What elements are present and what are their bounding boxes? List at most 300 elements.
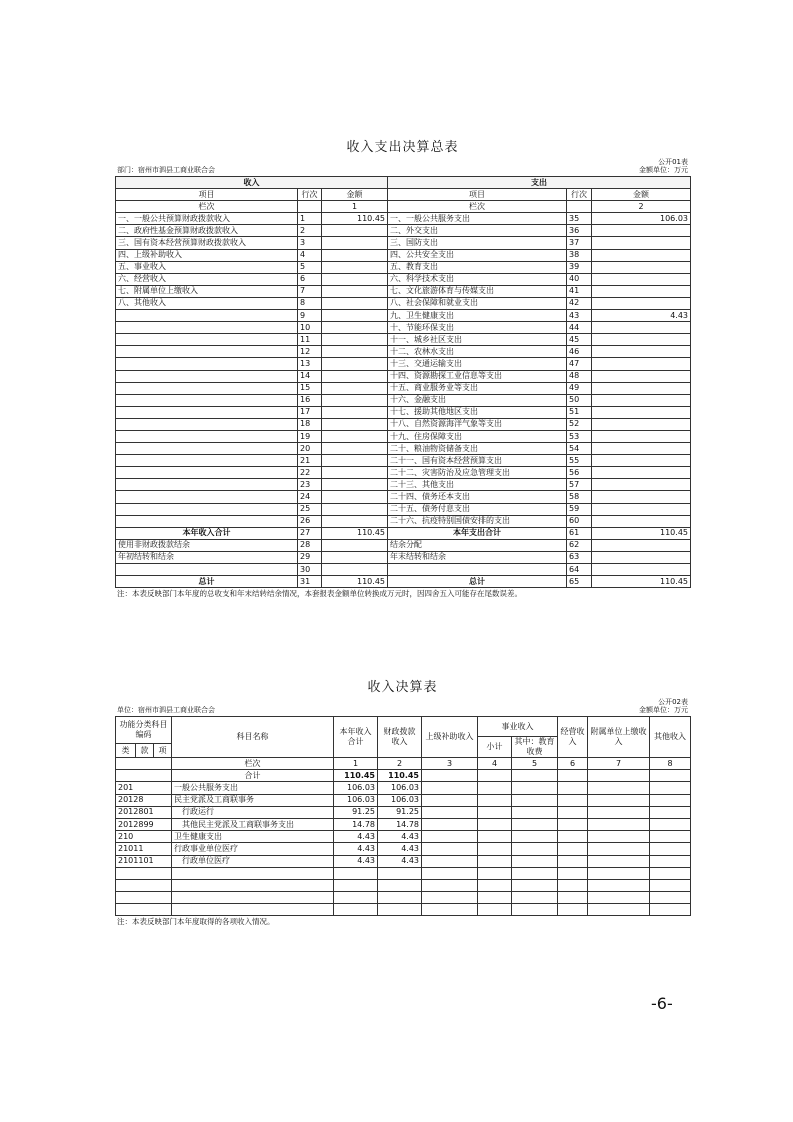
empty-cell <box>334 879 378 891</box>
income-amount <box>322 310 388 322</box>
expense-item: 年末结转和结余 <box>388 551 567 563</box>
income-row-no: 3 <box>298 237 322 249</box>
expense-row-no: 38 <box>567 249 592 261</box>
function-code: 210 <box>116 831 172 843</box>
page-number: -6- <box>651 994 673 1013</box>
expense-row-no: 36 <box>567 225 592 237</box>
empty-cell <box>422 843 478 855</box>
expense-item: 十二、农林水支出 <box>388 346 567 358</box>
table-row <box>116 455 691 467</box>
column-number: 6 <box>558 758 588 770</box>
expense-row-no: 47 <box>567 358 592 370</box>
table1-dept: 部门：宿州市泗县工商业联合会 <box>117 166 215 174</box>
empty-cell <box>172 879 334 891</box>
income-item <box>116 491 298 503</box>
empty-cell <box>478 879 512 891</box>
income-item: 五、事业收入 <box>116 261 298 273</box>
table-row <box>116 491 691 503</box>
empty-cell <box>588 794 650 806</box>
total-income-value: 4.43 <box>334 843 378 855</box>
expense-amount <box>592 443 691 455</box>
income-item <box>116 503 298 515</box>
table-row <box>116 831 691 843</box>
expense-amount <box>592 334 691 346</box>
income-row-no: 20 <box>298 443 322 455</box>
income-amount <box>322 261 388 273</box>
table-row <box>116 249 691 261</box>
table-row <box>116 406 691 418</box>
table-row <box>116 443 691 455</box>
income-item <box>116 467 298 479</box>
table-row <box>116 261 691 273</box>
table-row <box>116 503 691 515</box>
income-row-no: 7 <box>298 285 322 297</box>
expense-item: 本年支出合计 <box>388 527 567 539</box>
income-amount <box>322 539 388 551</box>
expense-row-no: 48 <box>567 370 592 382</box>
expense-row-no: 64 <box>567 564 592 576</box>
empty-cell <box>422 782 478 794</box>
expense-item: 四、公共安全支出 <box>388 249 567 261</box>
expense-row-no: 41 <box>567 285 592 297</box>
total-income-value: 4.43 <box>334 855 378 867</box>
table1-meta-right <box>639 158 688 174</box>
table2-unit: 金额单位：万元 <box>639 706 688 714</box>
expense-item: 五、教育支出 <box>388 261 567 273</box>
empty-cell <box>116 770 172 782</box>
expense-header: 支出 <box>388 177 691 189</box>
column-number: 4 <box>478 758 512 770</box>
empty-cell <box>650 855 691 867</box>
income-row-no: 18 <box>298 418 322 430</box>
table-row <box>116 237 691 249</box>
expense-item: 十九、住房保障支出 <box>388 430 567 442</box>
expense-item: 二十三、其他支出 <box>388 479 567 491</box>
empty-cell <box>478 855 512 867</box>
income-amount <box>322 322 388 334</box>
empty-cell <box>478 904 512 916</box>
subject-name-header: 科目名称 <box>172 717 334 758</box>
empty-cell <box>558 782 588 794</box>
table-row <box>116 539 691 551</box>
expense-lanci-label: 栏次 <box>388 201 567 213</box>
income-amount <box>322 467 388 479</box>
empty-cell <box>558 904 588 916</box>
subject-name: 卫生健康支出 <box>172 831 334 843</box>
expense-row-no: 63 <box>567 551 592 563</box>
income-amount <box>322 285 388 297</box>
empty-cell <box>422 818 478 830</box>
table-row <box>116 843 691 855</box>
income-amount <box>322 479 388 491</box>
function-code: 2012899 <box>116 818 172 830</box>
table-row <box>116 213 691 225</box>
expense-amount <box>592 551 691 563</box>
empty-cell <box>478 892 512 904</box>
income-amount <box>322 406 388 418</box>
empty-cell <box>588 879 650 891</box>
xiang-header: 项 <box>154 744 172 758</box>
expense-row-no: 44 <box>567 322 592 334</box>
income-item <box>116 564 298 576</box>
income-item: 本年收入合计 <box>116 527 298 539</box>
income-row-no: 10 <box>298 322 322 334</box>
expense-row-no: 49 <box>567 382 592 394</box>
income-item <box>116 382 298 394</box>
income-item: 总计 <box>116 576 298 588</box>
expense-item: 二十、粮油物资储备支出 <box>388 443 567 455</box>
empty-cell <box>422 855 478 867</box>
fiscal-income-value: 4.43 <box>378 855 422 867</box>
table-row <box>116 782 691 794</box>
expense-item: 十四、资源勘探工业信息等支出 <box>388 370 567 382</box>
income-item <box>116 394 298 406</box>
empty-cell <box>512 806 558 818</box>
empty-cell <box>567 201 592 213</box>
expense-amount <box>592 455 691 467</box>
expense-amount: 4.43 <box>592 310 691 322</box>
empty-cell <box>650 806 691 818</box>
expense-row-no: 40 <box>567 273 592 285</box>
table2-note: 注：本表反映部门本年度取得的各项收入情况。 <box>117 917 275 927</box>
income-row-no: 5 <box>298 261 322 273</box>
expense-item: 二、外交支出 <box>388 225 567 237</box>
expense-amount <box>592 370 691 382</box>
fiscal-income-header: 财政拨款收入 <box>378 717 422 758</box>
expense-item: 十七、援助其他地区支出 <box>388 406 567 418</box>
table-row <box>116 551 691 563</box>
expense-item-header: 项目 <box>388 189 567 201</box>
expense-item: 十五、商业服务业等支出 <box>388 382 567 394</box>
expense-item: 结余分配 <box>388 539 567 551</box>
expense-item: 六、科学技术支出 <box>388 273 567 285</box>
operating-income-header: 经营收入 <box>558 717 588 758</box>
table-row <box>116 515 691 527</box>
expense-row-no: 46 <box>567 346 592 358</box>
empty-cell <box>116 892 172 904</box>
income-item: 七、附属单位上缴收入 <box>116 285 298 297</box>
empty-cell <box>172 867 334 879</box>
expense-row-no: 42 <box>567 297 592 309</box>
table-row <box>116 467 691 479</box>
empty-cell <box>512 794 558 806</box>
income-col-number: 1 <box>322 201 388 213</box>
expense-amount <box>592 564 691 576</box>
income-table <box>115 716 691 916</box>
empty-cell <box>558 855 588 867</box>
empty-row <box>116 879 691 891</box>
total-income-value: 110.45 <box>334 770 378 782</box>
empty-cell <box>172 892 334 904</box>
income-row-no: 26 <box>298 515 322 527</box>
expense-amount: 106.03 <box>592 213 691 225</box>
income-item <box>116 322 298 334</box>
total-income-value: 14.78 <box>334 818 378 830</box>
table2-lanci-row <box>116 758 691 770</box>
income-row-no: 21 <box>298 455 322 467</box>
income-row-no: 1 <box>298 213 322 225</box>
table-row <box>116 479 691 491</box>
income-amount <box>322 418 388 430</box>
income-amount: 110.45 <box>322 576 388 588</box>
income-amount <box>322 237 388 249</box>
expense-amount <box>592 237 691 249</box>
table-row <box>116 358 691 370</box>
table2-total-row <box>116 770 691 782</box>
kuan-header: 款 <box>136 744 154 758</box>
function-code: 20128 <box>116 794 172 806</box>
income-row-no: 27 <box>298 527 322 539</box>
income-amount <box>322 358 388 370</box>
lanci-label: 栏次 <box>172 758 334 770</box>
income-row-no: 25 <box>298 503 322 515</box>
empty-cell <box>422 831 478 843</box>
expense-amount: 110.45 <box>592 527 691 539</box>
empty-cell <box>512 770 558 782</box>
expense-row-no: 51 <box>567 406 592 418</box>
empty-cell <box>422 794 478 806</box>
subject-name: 行政运行 <box>172 806 334 818</box>
income-item <box>116 370 298 382</box>
income-row-no: 17 <box>298 406 322 418</box>
table-row <box>116 297 691 309</box>
empty-cell <box>650 867 691 879</box>
subject-name: 一般公共服务支出 <box>172 782 334 794</box>
table-row <box>116 382 691 394</box>
income-row-no: 14 <box>298 370 322 382</box>
fiscal-income-value: 106.03 <box>378 794 422 806</box>
income-row-no: 22 <box>298 467 322 479</box>
income-item: 四、上级补助收入 <box>116 249 298 261</box>
empty-cell <box>650 892 691 904</box>
total-fiscal-value: 110.45 <box>378 770 422 782</box>
income-statement-sheet <box>115 678 690 927</box>
empty-cell <box>558 794 588 806</box>
function-code: 2101101 <box>116 855 172 867</box>
table-row <box>116 564 691 576</box>
table-row <box>116 394 691 406</box>
empty-cell <box>558 879 588 891</box>
empty-cell <box>172 904 334 916</box>
income-row-no: 9 <box>298 310 322 322</box>
expense-row-no: 52 <box>567 418 592 430</box>
empty-cell <box>422 806 478 818</box>
total-income-header: 本年收入合计 <box>334 717 378 758</box>
expense-amount <box>592 249 691 261</box>
empty-row <box>116 892 691 904</box>
expense-item: 二十一、国有资本经营预算支出 <box>388 455 567 467</box>
income-amount <box>322 346 388 358</box>
expense-item: 一、一般公共服务支出 <box>388 213 567 225</box>
expense-item: 九、卫生健康支出 <box>388 310 567 322</box>
empty-cell <box>512 818 558 830</box>
empty-cell <box>298 201 322 213</box>
income-item <box>116 515 298 527</box>
expense-row-no: 37 <box>567 237 592 249</box>
empty-cell <box>512 867 558 879</box>
income-row-no: 16 <box>298 394 322 406</box>
income-item <box>116 334 298 346</box>
income-item: 六、经营收入 <box>116 273 298 285</box>
empty-cell <box>558 892 588 904</box>
empty-cell <box>378 867 422 879</box>
column-number: 7 <box>588 758 650 770</box>
table2-meta-right <box>639 698 688 714</box>
income-item: 一、一般公共预算财政拨款收入 <box>116 213 298 225</box>
empty-cell <box>478 782 512 794</box>
income-row-header: 行次 <box>298 189 322 201</box>
income-row-no: 19 <box>298 430 322 442</box>
income-expense-table <box>115 176 691 588</box>
income-row-no: 8 <box>298 297 322 309</box>
income-amount <box>322 249 388 261</box>
expense-amount <box>592 430 691 442</box>
empty-cell <box>334 892 378 904</box>
expense-item: 二十二、灾害防治及应急管理支出 <box>388 467 567 479</box>
expense-row-header: 行次 <box>567 189 592 201</box>
expense-item: 七、文化旅游体育与传媒支出 <box>388 285 567 297</box>
function-code: 21011 <box>116 843 172 855</box>
expense-row-no: 59 <box>567 503 592 515</box>
column-number: 5 <box>512 758 558 770</box>
empty-cell <box>588 904 650 916</box>
income-lanci-label: 栏次 <box>116 201 298 213</box>
empty-cell <box>334 904 378 916</box>
empty-cell <box>512 843 558 855</box>
empty-cell <box>478 806 512 818</box>
expense-amount <box>592 418 691 430</box>
income-amount <box>322 503 388 515</box>
fiscal-income-value: 4.43 <box>378 843 422 855</box>
other-income-header: 其他收入 <box>650 717 691 758</box>
expense-row-no: 43 <box>567 310 592 322</box>
table-row <box>116 430 691 442</box>
total-income-value: 91.25 <box>334 806 378 818</box>
empty-cell <box>558 806 588 818</box>
affiliated-income-header: 附属单位上缴收入 <box>588 717 650 758</box>
income-amount <box>322 455 388 467</box>
income-item <box>116 418 298 430</box>
expense-item: 八、社会保障和就业支出 <box>388 297 567 309</box>
empty-cell <box>512 855 558 867</box>
expense-amount <box>592 346 691 358</box>
empty-cell <box>512 782 558 794</box>
empty-cell <box>588 818 650 830</box>
empty-cell <box>588 892 650 904</box>
income-row-no: 24 <box>298 491 322 503</box>
income-item: 二、政府性基金预算财政拨款收入 <box>116 225 298 237</box>
empty-cell <box>558 770 588 782</box>
income-amount <box>322 370 388 382</box>
expense-item: 三、国防支出 <box>388 237 567 249</box>
expense-row-no: 39 <box>567 261 592 273</box>
table1-code: 公开01表 <box>658 158 688 166</box>
empty-cell <box>650 782 691 794</box>
expense-item: 二十六、抗疫特别国债安排的支出 <box>388 515 567 527</box>
income-item <box>116 310 298 322</box>
business-income-header: 事业收入 <box>478 717 558 737</box>
empty-cell <box>650 831 691 843</box>
income-amount <box>322 443 388 455</box>
column-number: 8 <box>650 758 691 770</box>
empty-cell <box>116 904 172 916</box>
table-row <box>116 273 691 285</box>
expense-item: 十六、金融支出 <box>388 394 567 406</box>
income-row-no: 28 <box>298 539 322 551</box>
income-amount <box>322 334 388 346</box>
empty-cell <box>650 770 691 782</box>
income-row-no: 15 <box>298 382 322 394</box>
income-item-header: 项目 <box>116 189 298 201</box>
income-item: 年初结转和结余 <box>116 551 298 563</box>
expense-amount <box>592 285 691 297</box>
expense-item: 总计 <box>388 576 567 588</box>
expense-item: 二十四、债务还本支出 <box>388 491 567 503</box>
empty-cell <box>588 843 650 855</box>
empty-cell <box>588 831 650 843</box>
empty-cell <box>650 904 691 916</box>
empty-cell <box>558 843 588 855</box>
table2-dept: 单位：宿州市泗县工商业联合会 <box>117 706 215 714</box>
table2-header-row-1 <box>116 717 691 737</box>
income-expense-summary-sheet <box>115 138 690 599</box>
subject-name: 民主党派及工商联事务 <box>172 794 334 806</box>
table-row <box>116 310 691 322</box>
expense-row-no: 61 <box>567 527 592 539</box>
income-row-no: 12 <box>298 346 322 358</box>
function-code: 201 <box>116 782 172 794</box>
income-row-no: 6 <box>298 273 322 285</box>
table2-title: 收入决算表 <box>367 680 438 695</box>
income-item <box>116 479 298 491</box>
empty-cell <box>512 892 558 904</box>
function-code: 2012801 <box>116 806 172 818</box>
income-amount <box>322 382 388 394</box>
table-row <box>116 806 691 818</box>
total-label: 合计 <box>172 770 334 782</box>
expense-amount <box>592 503 691 515</box>
income-amount <box>322 394 388 406</box>
income-item: 使用非财政拨款结余 <box>116 539 298 551</box>
income-amount <box>322 491 388 503</box>
empty-cell <box>650 818 691 830</box>
empty-row <box>116 867 691 879</box>
income-amount <box>322 551 388 563</box>
empty-cell <box>588 867 650 879</box>
empty-cell <box>422 904 478 916</box>
income-row-no: 31 <box>298 576 322 588</box>
table-row <box>116 855 691 867</box>
table1-section-header <box>116 177 691 189</box>
expense-row-no: 60 <box>567 515 592 527</box>
table-row <box>116 370 691 382</box>
income-item <box>116 346 298 358</box>
empty-row <box>116 904 691 916</box>
table-row <box>116 576 691 588</box>
income-row-no: 13 <box>298 358 322 370</box>
expense-amount <box>592 479 691 491</box>
total-income-value: 4.43 <box>334 831 378 843</box>
subject-name: 其他民主党派及工商联事务支出 <box>172 818 334 830</box>
income-row-no: 11 <box>298 334 322 346</box>
expense-amount <box>592 273 691 285</box>
empty-cell <box>650 843 691 855</box>
table2-code: 公开02表 <box>658 698 688 706</box>
empty-cell <box>478 867 512 879</box>
expense-amount-header: 金额 <box>592 189 691 201</box>
expense-amount <box>592 297 691 309</box>
income-row-no: 23 <box>298 479 322 491</box>
